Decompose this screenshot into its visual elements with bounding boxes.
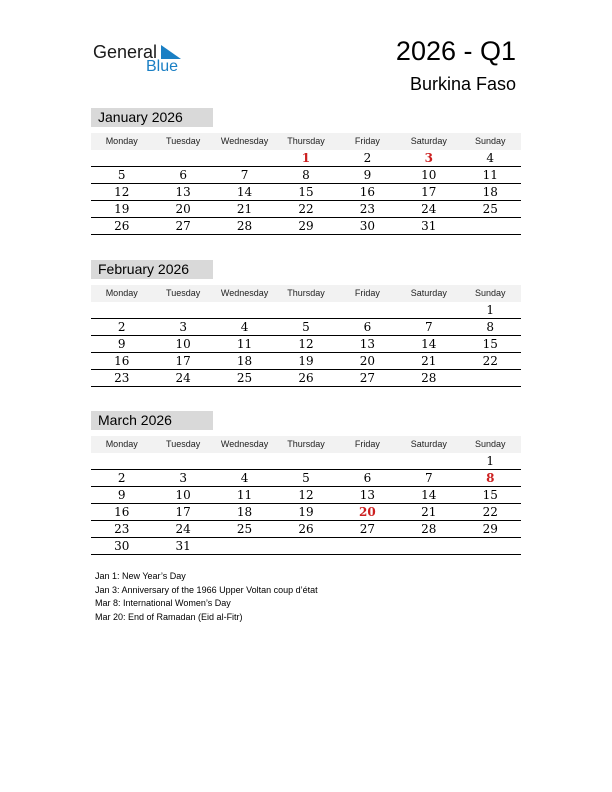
date-cell: 5 [117,168,126,182]
weekday-label: Wednesday [220,288,269,298]
holiday-date-cell: 3 [424,151,433,165]
weekday-label: Monday [105,136,138,146]
date-cell [337,538,398,554]
date-cell: 28 [236,219,253,233]
weekday-label: Thursday [287,288,325,298]
date-cell [214,150,275,166]
weekday-label: Tuesday [166,288,201,298]
date-cell [275,453,336,469]
date-cell [275,538,336,554]
date-cell [460,370,521,386]
date-cell: 21 [421,354,437,368]
date-cell: 13 [359,488,376,502]
week-row [91,487,521,504]
date-cell: 18 [482,185,498,199]
date-cell: 25 [482,202,498,216]
date-cell: 5 [302,471,310,485]
date-cell: 2 [363,151,372,165]
date-cell: 30 [359,219,376,233]
week-row [91,504,521,521]
date-cell: 23 [359,202,376,216]
date-cell [398,538,459,554]
date-cell: 15 [482,337,498,351]
date-cell: 31 [175,539,191,553]
date-cell: 9 [117,337,126,351]
date-cell: 23 [114,522,130,536]
week-row [91,453,521,470]
date-cell: 4 [240,471,249,485]
date-cell: 16 [359,185,376,199]
date-cell: 18 [236,354,253,368]
date-cell [152,453,213,469]
month-march [91,411,521,555]
date-cell: 17 [421,185,437,199]
holiday-note: Jan 1: New Year’s Day [95,571,186,581]
date-cell: 9 [117,488,126,502]
weekday-label: Monday [105,288,138,298]
week-row [91,521,521,538]
logo-flag-icon [161,45,181,59]
date-cell: 24 [421,202,437,216]
weekday-label: Friday [354,136,380,146]
date-cell: 14 [421,337,437,351]
date-cell: 21 [421,505,437,519]
month-title: January 2026 [91,108,213,127]
date-cell: 9 [363,168,372,182]
holiday-notes [95,570,318,624]
week-row [91,336,521,353]
date-cell [152,150,213,166]
week-row [91,353,521,370]
holiday-date-cell: 1 [301,151,311,165]
date-cell: 10 [175,337,191,351]
date-cell: 13 [359,337,376,351]
date-cell: 3 [179,471,187,485]
holiday-date-cell: 20 [359,505,376,519]
date-cell: 22 [482,505,498,519]
holiday-note: Mar 20: End of Ramadan (Eid al-Fitr) [95,611,243,622]
date-cell: 15 [298,185,314,199]
weekday-label: Friday [354,288,380,298]
date-cell [91,453,152,469]
date-cell: 22 [482,354,498,368]
weekday-label: Saturday [410,288,447,298]
date-cell: 5 [302,320,310,334]
weekday-header-row [91,436,521,453]
weekday-label: Monday [105,439,138,449]
week-row [91,470,521,487]
date-cell [398,302,459,318]
date-cell: 12 [298,488,314,502]
date-cell: 10 [421,168,437,182]
date-cell: 29 [298,219,314,233]
weekday-label: Thursday [287,439,325,449]
month-title: February 2026 [91,260,213,279]
date-cell: 2 [117,471,126,485]
date-cell: 22 [298,202,314,216]
date-cell: 4 [486,151,495,165]
brand-logo [93,40,193,80]
date-cell: 6 [179,168,187,182]
date-cell: 29 [482,522,498,536]
weekday-header-row [91,285,521,302]
date-cell: 20 [359,354,376,368]
date-cell: 7 [425,471,433,485]
date-cell: 23 [114,371,130,385]
weekday-label: Saturday [410,136,447,146]
date-cell: 18 [236,505,253,519]
date-cell: 21 [236,202,253,216]
date-cell: 8 [302,168,310,182]
date-cell [214,302,275,318]
date-cell: 1 [486,303,495,317]
weekday-label: Sunday [474,439,506,449]
date-cell: 26 [114,219,130,233]
date-cell [275,302,336,318]
date-cell: 28 [421,371,437,385]
logo-blue-text: Blue [146,58,179,75]
weekday-label: Friday [354,439,380,449]
holiday-date-cell: 8 [486,471,495,485]
date-cell: 8 [486,320,495,334]
weekday-label: Sunday [474,136,506,146]
date-cell: 27 [359,371,376,385]
date-cell: 14 [236,185,253,199]
weekday-label: Wednesday [220,439,269,449]
date-cell: 27 [359,522,376,536]
date-cell: 26 [298,522,314,536]
date-cell: 25 [236,371,253,385]
week-row [91,302,521,319]
holiday-note: Mar 8: International Women’s Day [95,598,231,608]
date-cell: 19 [298,505,314,519]
week-row [91,538,521,555]
week-row [91,218,521,235]
date-cell: 6 [363,471,372,485]
date-cell: 26 [298,371,314,385]
date-cell: 20 [175,202,191,216]
week-row [91,319,521,336]
date-cell: 12 [114,185,130,199]
date-cell: 25 [236,522,253,536]
date-cell: 11 [236,337,253,351]
date-cell [460,218,521,234]
week-row [91,184,521,201]
date-cell: 19 [114,202,130,216]
date-cell: 2 [117,320,126,334]
week-row [91,370,521,387]
date-cell: 11 [482,168,498,182]
date-cell: 24 [175,522,191,536]
month-february [91,260,521,387]
date-cell: 15 [482,488,498,502]
week-row [91,201,521,218]
month-title: March 2026 [91,411,213,430]
date-cell: 3 [179,320,187,334]
logo-general-text: General [93,42,158,62]
date-cell: 24 [175,371,191,385]
date-cell: 31 [421,219,437,233]
weekday-label: Tuesday [166,439,201,449]
date-cell: 28 [421,522,437,536]
date-cell: 30 [114,539,130,553]
date-cell: 11 [236,488,253,502]
date-cell [214,538,275,554]
date-cell: 1 [486,454,495,468]
date-cell [214,453,275,469]
page-title: 2026 - Q1 [395,36,516,66]
weekday-label: Sunday [474,288,506,298]
weekday-label: Thursday [287,136,325,146]
date-cell: 27 [175,219,191,233]
date-cell: 12 [298,337,314,351]
holiday-note: Jan 3: Anniversary of the 1966 Upper Voltan coup d’état [95,584,318,595]
date-cell: 17 [175,354,191,368]
date-cell: 19 [298,354,314,368]
date-cell: 6 [363,320,372,334]
date-cell [337,453,398,469]
weekday-label: Tuesday [166,136,201,146]
week-row [91,167,521,184]
date-cell: 17 [175,505,191,519]
date-cell [91,150,152,166]
date-cell: 7 [240,168,249,182]
weekday-header-row [91,133,521,150]
date-cell: 16 [114,505,130,519]
date-cell [91,302,152,318]
date-cell: 10 [175,488,191,502]
date-cell: 13 [175,185,191,199]
weekday-label: Saturday [410,439,447,449]
country-name: Burkina Faso [409,74,516,94]
week-row [91,150,521,167]
date-cell [398,453,459,469]
date-cell: 4 [240,320,249,334]
date-cell [152,302,213,318]
date-cell: 16 [114,354,130,368]
date-cell [337,302,398,318]
weekday-label: Wednesday [220,136,269,146]
date-cell [460,538,521,554]
date-cell: 7 [425,320,433,334]
date-cell: 14 [421,488,437,502]
month-january [91,108,521,235]
